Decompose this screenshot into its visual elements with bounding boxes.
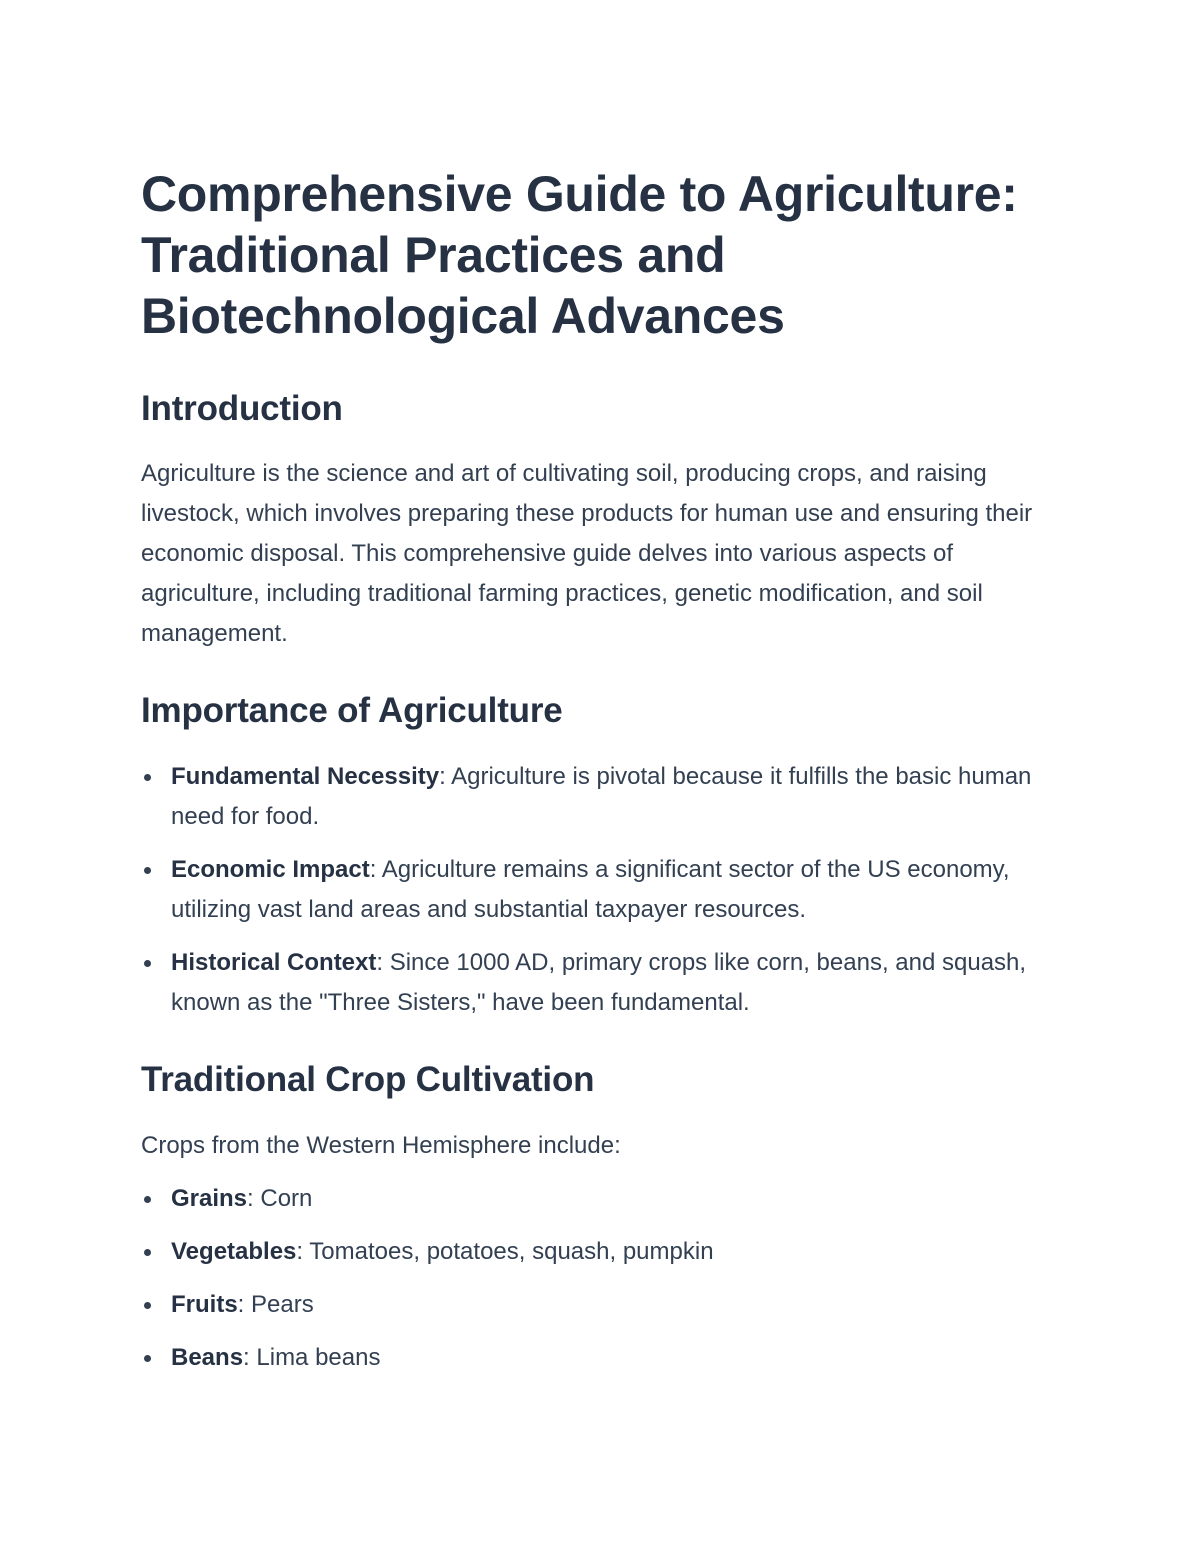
list-item-term: Grains xyxy=(171,1185,248,1212)
list-item-term: Historical Context xyxy=(171,949,377,976)
document-title: Comprehensive Guide to Agriculture: Traditional Practices and Biotechnological Advances xyxy=(141,166,1018,344)
document-page xyxy=(141,164,1061,1378)
importance-heading: Importance of Agriculture xyxy=(141,691,563,730)
crops-intro-paragraph: Crops from the Western Hemisphere include: xyxy=(141,1132,621,1159)
list-item xyxy=(141,1179,1061,1219)
list-item xyxy=(141,850,1061,930)
list-item xyxy=(141,1285,1061,1325)
list-item-text: : Since 1000 AD, primary crops like corn, beans, and squash, known as the "Three Sisters," have been fundamental. xyxy=(171,949,1027,1016)
list-item xyxy=(141,1232,1061,1272)
list-item-term: Economic Impact xyxy=(171,856,370,883)
list-item-text: : Lima beans xyxy=(243,1344,381,1371)
list-item-text: : Pears xyxy=(237,1291,314,1318)
list-item-text: : Corn xyxy=(247,1185,313,1212)
list-item-text: : Agriculture is pivotal because it fulfills the basic human need for food. xyxy=(171,763,1032,830)
list-item-term: Fruits xyxy=(171,1291,238,1318)
introduction-paragraph: Agriculture is the science and art of cultivating soil, producing crops, and raising livestock, which involves preparing these products for human use and ensuring their economic disposal. This comprehensive guide delves into various aspects of agriculture, including traditional farming practices, genetic modification, and soil management. xyxy=(141,460,1033,647)
list-item-term: Fundamental Necessity xyxy=(171,763,440,790)
introduction-heading: Introduction xyxy=(141,389,343,428)
list-item-text: : Tomatoes, potatoes, squash, pumpkin xyxy=(296,1238,714,1265)
list-item xyxy=(141,1338,1061,1378)
importance-list xyxy=(141,757,1061,1023)
list-item-term: Vegetables xyxy=(171,1238,297,1265)
traditional-heading: Traditional Crop Cultivation xyxy=(141,1060,595,1099)
list-item xyxy=(141,757,1061,837)
list-item-term: Beans xyxy=(171,1344,244,1371)
list-item xyxy=(141,943,1061,1023)
crops-list xyxy=(141,1179,1061,1378)
list-item-text: : Agriculture remains a significant sector of the US economy, utilizing vast land areas and substantial taxpayer resources. xyxy=(171,856,1010,923)
